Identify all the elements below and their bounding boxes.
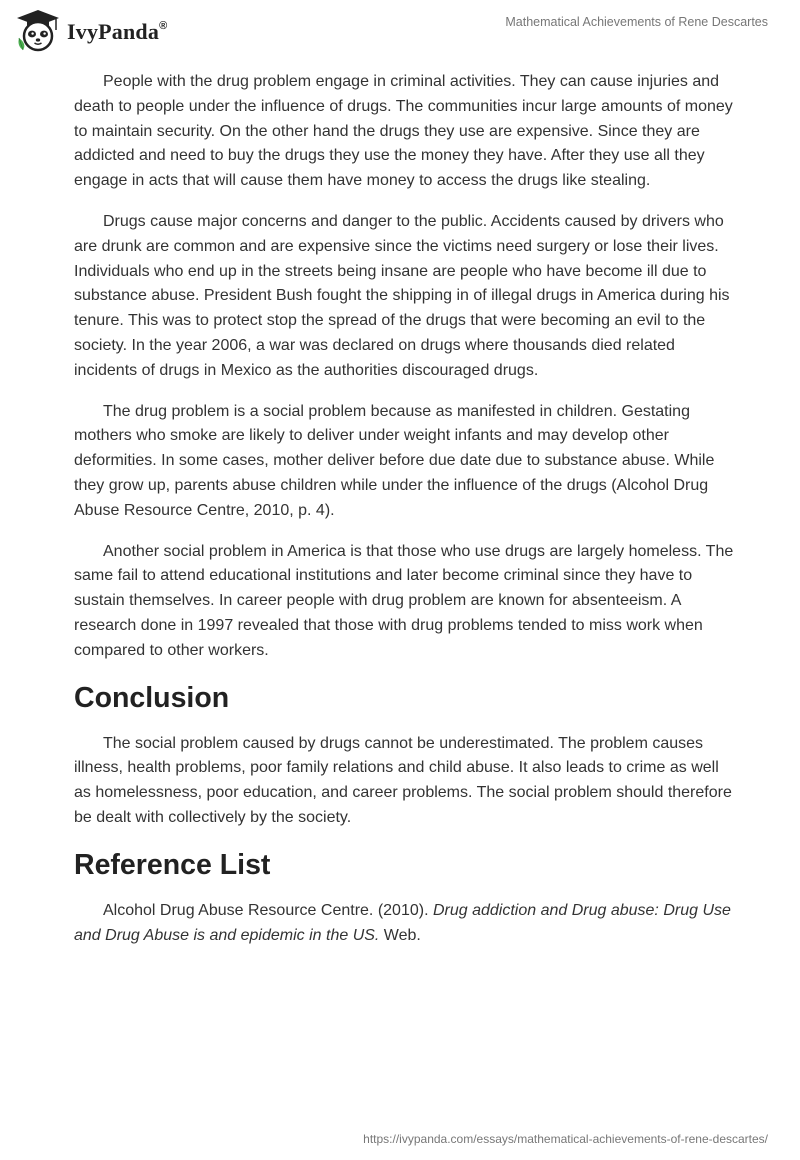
ivypanda-logo[interactable] [15, 8, 167, 52]
footer-url[interactable]: https://ivypanda.com/essays/mathematical-achievements-of-rene-descartes/ [363, 1132, 768, 1146]
reference-title: Drug addiction and Drug abuse: Drug Use and Drug Abuse is and epidemic in the US. [74, 901, 731, 944]
body-paragraph: The drug problem is a social problem because as manifested in children. Gestating mothers who smoke are likely to deliver under weight infants and may develop other deformities. In some cases, mother deliver before due date due to substance abuse. While they grow up, parents abuse children while under the influence of the drugs (Alcohol Drug Abuse Resource Centre, 2010, p. 4). [74, 402, 715, 519]
page-header [0, 0, 800, 60]
reference-entry [74, 899, 734, 949]
panda-mascot-icon [15, 8, 61, 52]
body-paragraph: Another social problem in America is that those who use drugs are largely homeless. The same fail to attend educational institutions and later become criminal since they have to sustain themselves. In career people with drug problem are known for absenteeism. A research done in 1997 revealed that those with drug problems tended to miss work when compared to other workers. [74, 542, 734, 659]
essay-body [74, 70, 734, 964]
document-title: Mathematical Achievements of Rene Descartes [505, 15, 768, 29]
brand-name: IvyPanda® [67, 19, 168, 44]
body-paragraph: People with the drug problem engage in criminal activities. They can cause injuries and death to people under the influence of drugs. The communities incur large amounts of money to maintain security. On the other hand the drugs they use are expensive. Since they are addicted and need to buy the drugs they use the money they have. After they use all they engage in acts that will cause them have money to access the drugs like stealing. [74, 73, 733, 190]
body-paragraph: Drugs cause major concerns and danger to the public. Accidents caused by drivers who are drunk are common and are expensive since the victims need surgery or lose their lives. Individuals who end up in the streets being insane are people who have become ill due to substance abuse. President Bush fought the shipping in of illegal drugs in America during his tenure. This was to protect stop the spread of the drugs that were becoming an evil to the society. In the year 2006, a war was declared on drugs where thousands died related incidents of drugs in Mexico as the authorities discouraged drugs. [74, 212, 730, 379]
conclusion-paragraph: The social problem caused by drugs cannot be underestimated. The problem causes illness, health problems, poor family relations and child abuse. It also leads to crime as well as homelessness, poor education, and career problems. The social problem should therefore be dealt with collectively by the society. [74, 734, 732, 826]
conclusion-heading: Conclusion [74, 681, 230, 714]
reference-list-heading: Reference List [74, 848, 271, 881]
reference-suffix: Web. [379, 926, 421, 944]
reference-author: Alcohol Drug Abuse Resource Centre. (2010). [103, 901, 433, 919]
